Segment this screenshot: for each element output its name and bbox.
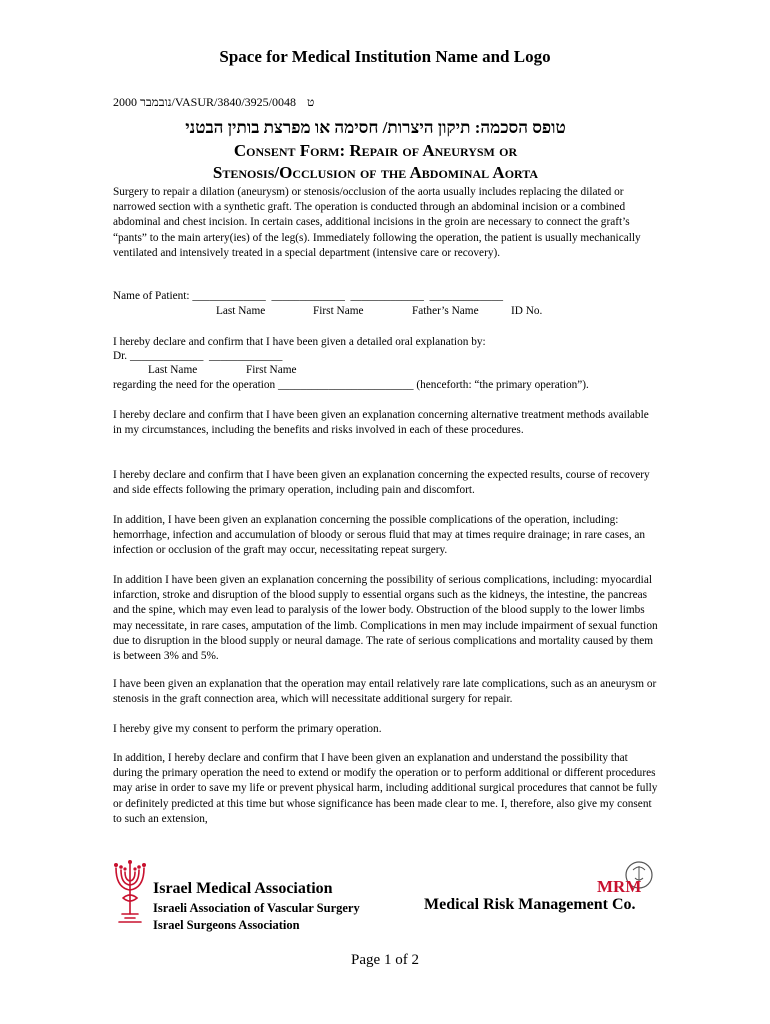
page-number: Page 1 of 2 bbox=[351, 952, 419, 968]
patient-name-line[interactable]: Name of Patient: _____________ _____________ _____________ _____________ bbox=[113, 290, 504, 302]
patient-last-name-label: Last Name bbox=[216, 305, 266, 317]
ima-footer bbox=[113, 858, 413, 948]
institution-placeholder-title: Space for Medical Institution Name and Logo bbox=[219, 47, 551, 66]
paragraph-consent bbox=[113, 722, 658, 737]
patient-first-name-label: First Name bbox=[313, 305, 364, 317]
paragraph-complications-text: In addition, I have been given an explanation concerning the possible complications of the operation, including: hemorrhage, infection and accumulation of bloody or serous fluid that may at times require drainage; in rare cases, an infection or occlusion of the graft may occur, necessitating repeat surgery. bbox=[113, 514, 646, 557]
form-code-year: 2000 bbox=[113, 95, 137, 109]
document-title-line-1: Consent Form: Repair of Aneurysm or bbox=[233, 141, 518, 160]
intro-paragraph bbox=[113, 185, 658, 261]
hebrew-title: טופס הסכמה: תיקון היצרות/ חסימה או מפרצת בותין הבטני bbox=[185, 118, 566, 137]
paragraph-serious-complications-text: In addition I have been given an explanation concerning the possibility of serious complications, including: myocardial infarction, stroke and disruption of the blood supply to essential organs such as the kidneys, the intestine, the pancreas and the spine, which may even lead to paralysis of the lower body. Obstruction of the blood supply to the lower limbs may necessitate, in rare cases, amputation of the limb. Complications in men may include impairment of sexual function due to disruption in the blood supply or neural damage. The rate of serious complications and mortality caused by them is between 3% and 5%. bbox=[113, 574, 658, 663]
form-code bbox=[113, 95, 314, 110]
mrm-company-name: Medical Risk Management Co. bbox=[424, 896, 636, 913]
paragraph-expected-results-text: I hereby declare and confirm that I have been given an explanation concerning the expected results, course of recovery and side effects following the primary operation, including pain and discomfort. bbox=[113, 469, 650, 497]
paragraph-late-complications-text: I have been given an explanation that the operation may entail relatively rare late complications, such as an aneurysm or stenosis in the graft connection area, which will necessitate additional surgery for repair. bbox=[113, 678, 657, 706]
paragraph-expected-results bbox=[113, 468, 658, 498]
paragraph-complications bbox=[113, 513, 658, 559]
operation-line[interactable]: regarding the need for the operation ________________________ (henceforth: “the primary operation”). bbox=[113, 379, 589, 391]
paragraph-alternatives-text: I hereby declare and confirm that I have been given an explanation concerning alternative treatment methods available in my circumstances, including the benefits and risks involved in each of these procedures. bbox=[113, 409, 649, 437]
doctor-declaration bbox=[113, 335, 658, 350]
form-code-letter: ט bbox=[307, 95, 315, 109]
paragraph-serious-complications bbox=[113, 573, 658, 664]
paragraph-extension-text: In addition, I hereby declare and confirm that I have been given an explanation and understand the possibility that during the primary operation the need to extend or modify the operation or to perform additional or different procedures may arise in order to save my life or prevent physical harm, including additional surgical procedures that cannot be fully or definitely predicted at this time but whose significance has been made clear to me. I, therefore, also give my consent to such an extension, bbox=[113, 752, 658, 825]
doctor-first-name-label: First Name bbox=[246, 364, 297, 376]
vascular-surgery-association: Israeli Association of Vascular Surgery bbox=[153, 901, 360, 915]
form-code-id: /VASUR/3840/3925/0048 bbox=[171, 95, 297, 109]
paragraph-extension bbox=[113, 751, 658, 827]
paragraph-alternatives bbox=[113, 408, 658, 438]
doctor-last-name-label: Last Name bbox=[148, 364, 198, 376]
mrm-footer bbox=[420, 858, 670, 928]
intro-text: Surgery to repair a dilation (aneurysm) or stenosis/occlusion of the aorta usually includes replacing the dilated or narrowed section with a synthetic graft. The operation is conducted through an abdominal incision or a combined abdominal and chest incision. In certain cases, additional incisions in the groin are necessary to connect the graft’s “pants” to the main artery(ies) of the leg(s). Immediately following the operation, the patient is usually mechanically ventilated and intensively treated in a special department (intensive care or recovery). bbox=[113, 186, 641, 259]
paragraph-consent-text: I hereby give my consent to perform the primary operation. bbox=[113, 723, 382, 735]
mrm-logo-text: MRM bbox=[597, 877, 642, 896]
paragraph-late-complications bbox=[113, 677, 658, 707]
document-title-line-2: Stenosis/Occlusion of the Abdominal Aorta bbox=[212, 163, 539, 182]
document-title bbox=[113, 140, 638, 184]
patient-fathers-name-label: Father’s Name bbox=[412, 305, 479, 317]
menorah-logo-icon bbox=[113, 858, 147, 930]
form-code-month: נובמבר bbox=[140, 95, 172, 109]
doctor-name-line[interactable]: Dr. _____________ _____________ bbox=[113, 350, 283, 362]
ima-title: Israel Medical Association bbox=[153, 880, 333, 897]
surgeons-association: Israel Surgeons Association bbox=[153, 918, 300, 932]
patient-id-label: ID No. bbox=[511, 305, 543, 317]
doctor-declaration-text: I hereby declare and confirm that I have been given a detailed oral explanation by: bbox=[113, 336, 486, 348]
